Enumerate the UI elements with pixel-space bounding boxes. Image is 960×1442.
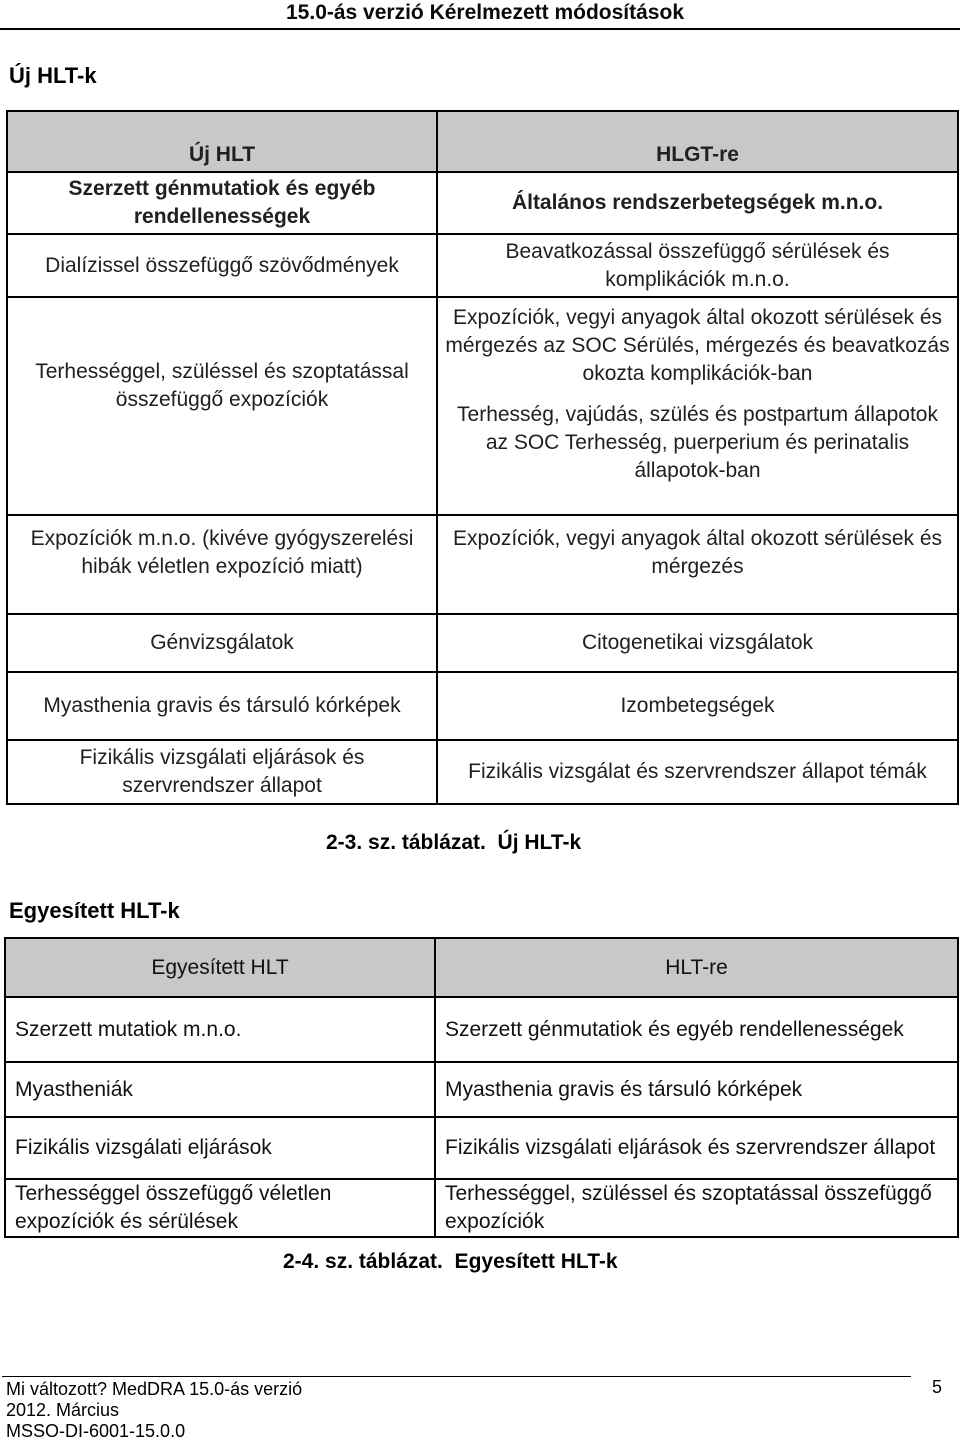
to-hlt-cell: Terhességgel, szüléssel és szoptatással összefüggő expozíciók: [435, 1179, 958, 1237]
merged-hlt-cell: Fizikális vizsgálati eljárások: [5, 1117, 435, 1179]
new-hlt-cell: Génvizsgálatok: [7, 614, 437, 672]
table-row: [7, 672, 958, 740]
hlgt-cell: Általános rendszerbetegségek m.n.o.: [437, 172, 958, 234]
hlgt-cell-multi: [437, 297, 958, 515]
table-header-row: [7, 111, 958, 172]
page-header: [0, 0, 960, 26]
hlgt-entry: Terhesség, vajúdás, szülés és postpartum állapotok az SOC Terhesség, puerperium és perinatalis állapotok-ban: [457, 403, 938, 482]
table-caption: 2-3. sz. táblázat. Új HLT-k: [326, 831, 582, 854]
new-hlt-cell: Terhességgel, szüléssel és szoptatással összefüggő expozíciók: [7, 297, 437, 515]
new-hlt-cell: Dialízissel összefüggő szövődmények: [7, 234, 437, 297]
table-row: [5, 997, 958, 1062]
table-row: [7, 234, 958, 297]
new-hlt-cell: Szerzett génmutatiok és egyéb rendellenességek: [7, 172, 437, 234]
header-rule: [0, 28, 960, 30]
table-row: [7, 515, 958, 614]
hlgt-cell: Izombetegségek: [437, 672, 958, 740]
table-row: [7, 172, 958, 234]
new-hlt-cell: Fizikális vizsgálati eljárások és szervrendszer állapot: [7, 740, 437, 804]
document-title: 15.0-ás verzió Kérelmezett módosítások: [286, 1, 684, 24]
page-number: 5: [932, 1377, 943, 1397]
hlgt-cell: Expozíciók, vegyi anyagok által okozott sérülések és mérgezés: [437, 515, 958, 614]
section-heading-new-hlts: Új HLT-k: [9, 63, 97, 88]
column-header-hlgt: HLGT-re: [437, 111, 958, 172]
new-hlt-table: [6, 110, 959, 805]
footer-date-line: 2012. Március: [6, 1400, 120, 1420]
hlgt-entry: Expozíciók, vegyi anyagok által okozott sérülések és mérgezés az SOC Sérülés, mérgezés és beavatkozás okozta komplikációk-ban: [445, 306, 950, 385]
footer-rule: [2, 1376, 911, 1377]
footer-document-id: MSSO-DI-6001-15.0.0: [6, 1421, 186, 1441]
to-hlt-cell: Szerzett génmutatiok és egyéb rendellenességek: [435, 997, 958, 1062]
column-header-new-hlt: Új HLT: [7, 111, 437, 172]
footer-product-line: Mi változott? MedDRA 15.0-ás verzió: [6, 1379, 303, 1399]
section-heading-merged-hlts: Egyesített HLT-k: [9, 898, 180, 923]
merged-hlt-cell: Terhességgel összefüggő véletlen expozíciók és sérülések: [5, 1179, 435, 1237]
table-row: [5, 1117, 958, 1179]
hlgt-cell: Citogenetikai vizsgálatok: [437, 614, 958, 672]
to-hlt-cell: Myasthenia gravis és társuló kórképek: [435, 1062, 958, 1117]
column-header-to-hlt: HLT-re: [435, 938, 958, 997]
new-hlt-cell: Myasthenia gravis és társuló kórképek: [7, 672, 437, 740]
merged-hlt-table: [4, 937, 959, 1238]
merged-hlt-cell: Szerzett mutatiok m.n.o.: [5, 997, 435, 1062]
table-row: [5, 1179, 958, 1237]
new-hlt-cell: Expozíciók m.n.o. (kivéve gyógyszerelési hibák véletlen expozíció miatt): [7, 515, 437, 614]
table-row: [7, 740, 958, 804]
to-hlt-cell: Fizikális vizsgálati eljárások és szervrendszer állapot: [435, 1117, 958, 1179]
column-header-merged-hlt: Egyesített HLT: [5, 938, 435, 997]
table-row: [7, 297, 958, 515]
hlgt-cell: Fizikális vizsgálat és szervrendszer állapot témák: [437, 740, 958, 804]
table-header-row: [5, 938, 958, 997]
table-row: [5, 1062, 958, 1117]
table-caption: 2-4. sz. táblázat. Egyesített HLT-k: [283, 1250, 618, 1273]
table-row: [7, 614, 958, 672]
hlgt-cell: Beavatkozással összefüggő sérülések és komplikációk m.n.o.: [437, 234, 958, 297]
merged-hlt-cell: Myastheniák: [5, 1062, 435, 1117]
